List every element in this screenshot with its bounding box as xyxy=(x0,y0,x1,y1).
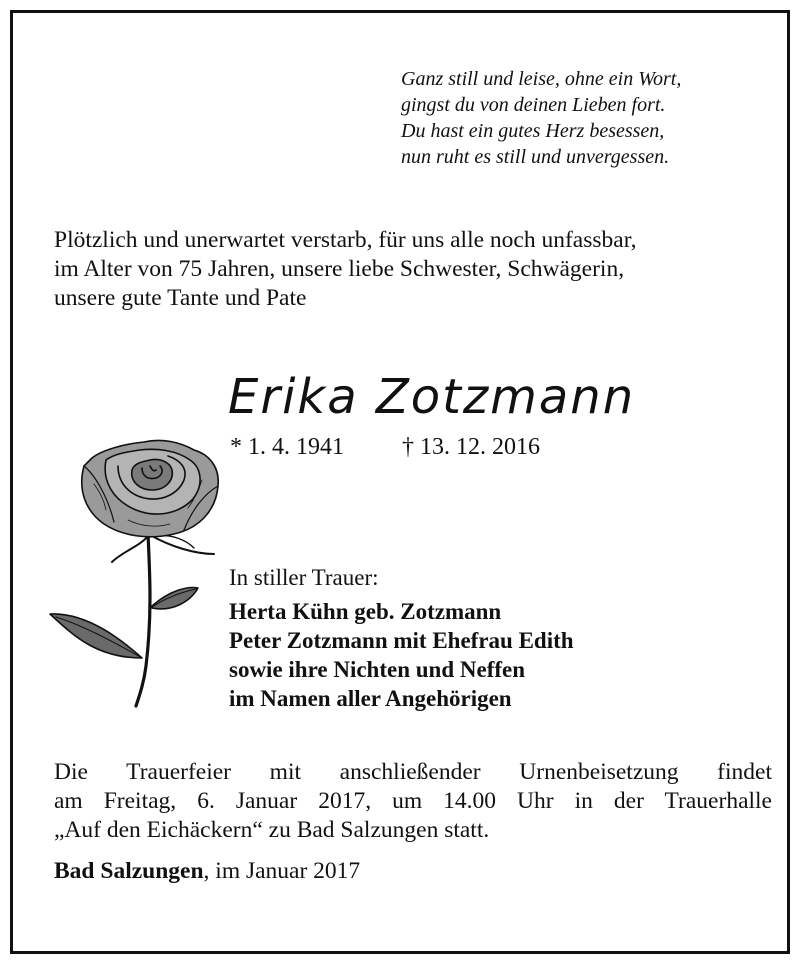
intro-line: im Alter von 75 Jahren, unsere liebe Schwester, Schwägerin, xyxy=(54,256,625,282)
mourners-list xyxy=(229,597,574,713)
service-line: am Freitag, 6. Januar 2017, um 14.00 Uhr in der Trauerhalle xyxy=(54,788,772,814)
birth-date: * 1. 4. 1941 xyxy=(230,434,344,460)
mourning-label: In stiller Trauer: xyxy=(229,565,379,590)
intro-line: Plötzlich und unerwartet verstarb, für uns alle noch unfassbar, xyxy=(54,227,637,253)
poem-line: Ganz still und leise, ohne ein Wort, xyxy=(401,68,682,90)
poem xyxy=(401,66,681,170)
mourner-line: im Namen aller Angehörigen xyxy=(229,686,512,711)
death-date: † 13. 12. 2016 xyxy=(402,434,540,460)
place-date xyxy=(54,856,360,886)
service-line: „Auf den Eichäckern“ zu Bad Salzungen statt. xyxy=(54,817,490,843)
date-text: , im Januar 2017 xyxy=(203,858,361,884)
mourner-line: Peter Zotzmann mit Ehefrau Edith xyxy=(229,628,574,653)
service-line: Die Trauerfeier mit anschließender Urnenbeisetzung findet xyxy=(54,759,772,785)
life-dates xyxy=(230,432,540,462)
poem-line: gingst du von deinen Lieben fort. xyxy=(401,94,666,116)
mourner-line: sowie ihre Nichten und Neffen xyxy=(229,657,526,682)
poem-line: nun ruht es still und unvergessen. xyxy=(401,146,670,168)
poem-line: Du hast ein gutes Herz besessen, xyxy=(401,120,665,142)
intro-text xyxy=(54,226,748,313)
place-name: Bad Salzungen xyxy=(54,858,204,884)
deceased-name: Erika Zotzmann xyxy=(228,369,636,425)
rose-icon xyxy=(44,436,224,708)
intro-line: unsere gute Tante und Pate xyxy=(54,285,307,311)
service-details xyxy=(54,758,772,845)
mourner-line: Herta Kühn geb. Zotzmann xyxy=(229,599,502,624)
